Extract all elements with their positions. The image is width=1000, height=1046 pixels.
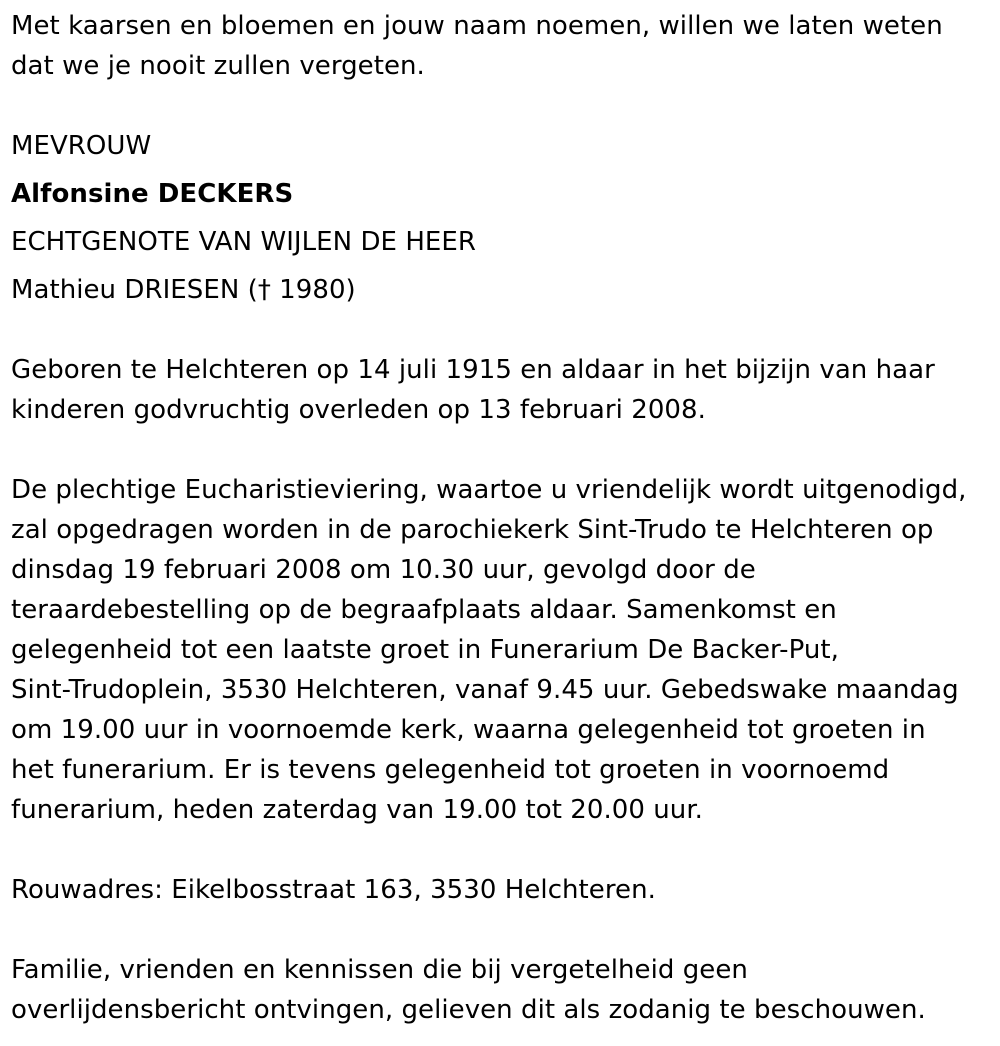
birth-death-line-1: Geboren te Helchteren op 14 juli 1915 en aldaar in het bijzijn van haar — [11, 355, 935, 385]
ceremony-line-9: funerarium, heden zaterdag van 19.00 tot 20.00 uur. — [11, 795, 703, 825]
closing-paragraph — [11, 950, 991, 1030]
ceremony-line-5: gelegenheid tot een laatste groet in Funerarium De Backer-Put, — [11, 635, 839, 665]
deceased-name: Alfonsine DECKERS — [11, 179, 294, 209]
closing-line-1: Familie, vrienden en kennissen die bij vergetelheid geen — [11, 955, 748, 985]
birth-death-paragraph — [11, 350, 991, 430]
ceremony-line-8: het funerarium. Er is tevens gelegenheid tot groeten in voornoemd — [11, 755, 890, 785]
ceremony-line-1: De plechtige Eucharistieviering, waartoe u vriendelijk wordt uitgenodigd, — [11, 475, 967, 505]
spouse-name: Mathieu DRIESEN († 1980) — [11, 275, 356, 305]
intro-verse — [11, 6, 991, 86]
intro-line-1: Met kaarsen en bloemen en jouw naam noemen, willen we laten weten — [11, 11, 943, 41]
intro-line-2: dat we je nooit zullen vergeten. — [11, 51, 425, 81]
ceremony-line-4: teraardebestelling op de begraafplaats aldaar. Samenkomst en — [11, 595, 837, 625]
closing-line-2: overlijdensbericht ontvingen, gelieven dit als zodanig te beschouwen. — [11, 995, 926, 1025]
ceremony-line-6: Sint-Trudoplein, 3530 Helchteren, vanaf 9.45 uur. Gebedswake maandag — [11, 675, 959, 705]
mourning-address: Rouwadres: Eikelbosstraat 163, 3530 Helchteren. — [11, 875, 656, 905]
ceremony-line-7: om 19.00 uur in voornoemde kerk, waarna gelegenheid tot groeten in — [11, 715, 926, 745]
salutation: MEVROUW — [11, 131, 152, 161]
spouse-label: ECHTGENOTE VAN WIJLEN DE HEER — [11, 227, 477, 257]
ceremony-paragraph — [11, 470, 991, 830]
birth-death-line-2: kinderen godvruchtig overleden op 13 februari 2008. — [11, 395, 706, 425]
ceremony-line-3: dinsdag 19 februari 2008 om 10.30 uur, gevolgd door de — [11, 555, 756, 585]
ceremony-line-2: zal opgedragen worden in de parochiekerk Sint-Trudo te Helchteren op — [11, 515, 934, 545]
